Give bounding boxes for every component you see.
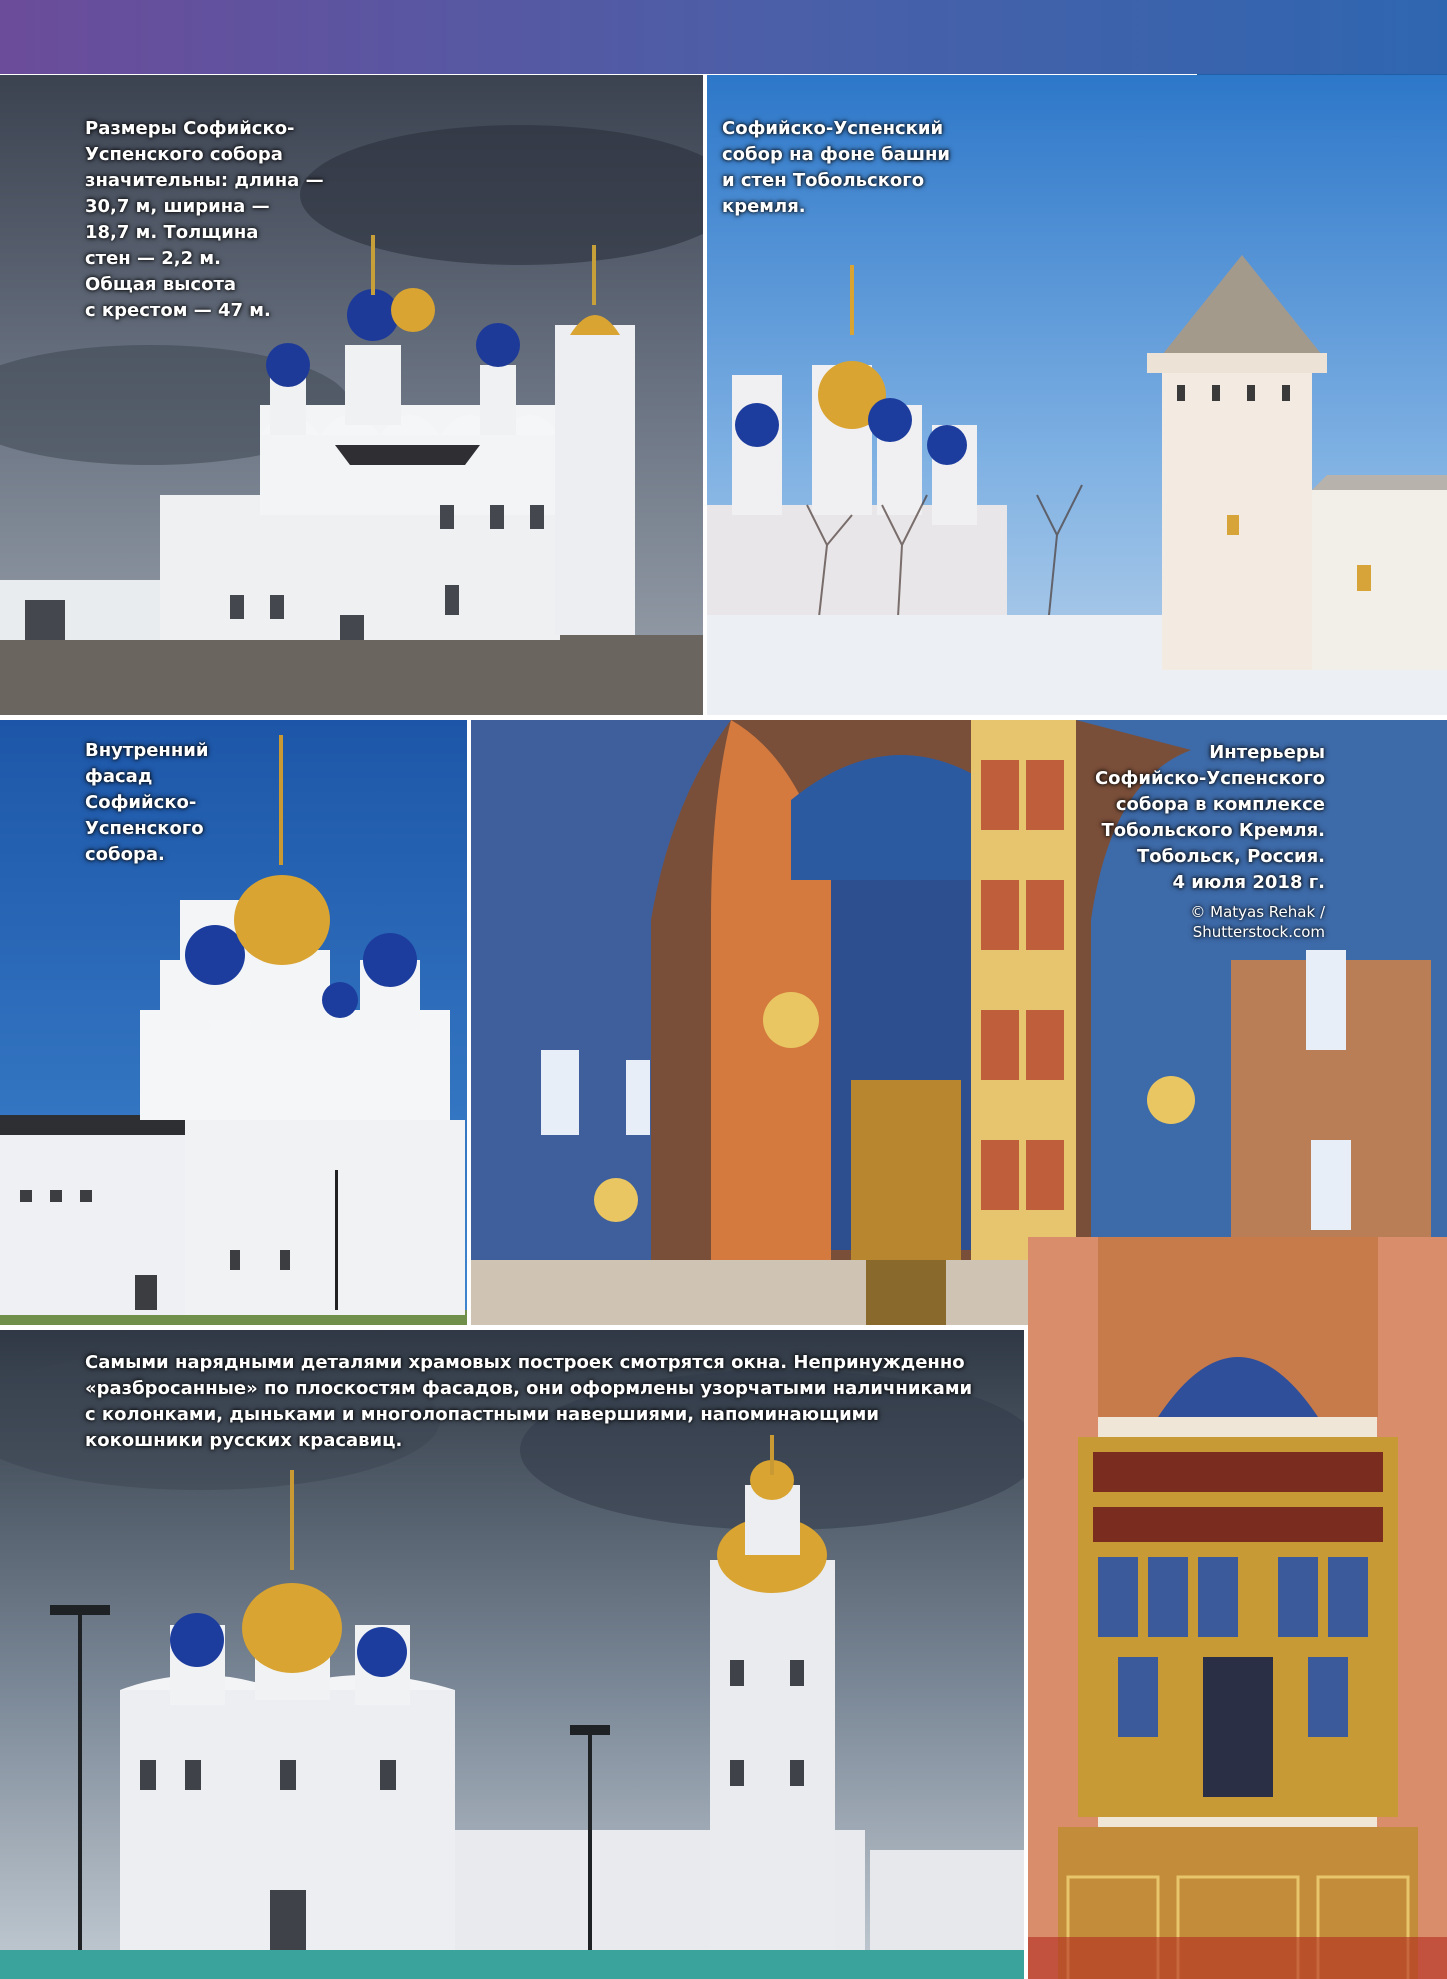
caption-inner-facade: Внутренний фасад Софийско- Успенского собора. <box>85 740 209 865</box>
top-color-band <box>0 0 1447 74</box>
caption-tower: Софийско-Успенский собор на фоне башни и стен Тобольского кремля. <box>722 118 950 217</box>
caption-interiors: Интерьеры Софийско-Успенского собора в комплексе Тобольского Кремля. Тобольск, Россия. 4 июля 2018 г. <box>1094 742 1325 893</box>
caption-dimensions: Размеры Софийско- Успенского собора значительны: длина — 30,7 м, ширина — 18,7 м. Толщина стен — 2,2 м. Общая высота с крестом — 47 м. <box>85 118 324 321</box>
photo-iconostasis <box>1028 1237 1447 1979</box>
photo-credit: © Matyas Rehak / Shutterstock.com <box>1190 903 1325 941</box>
caption-windows: Самыми нарядными деталями храмовых построек смотрятся окна. Непринужденно «разбросанные» по плоскостям фасадов, они оформлены узорчатыми наличниками с колонками, дыньками и многолопастными навершиями, напоминающими кокошники русских красавиц. <box>85 1352 973 1451</box>
